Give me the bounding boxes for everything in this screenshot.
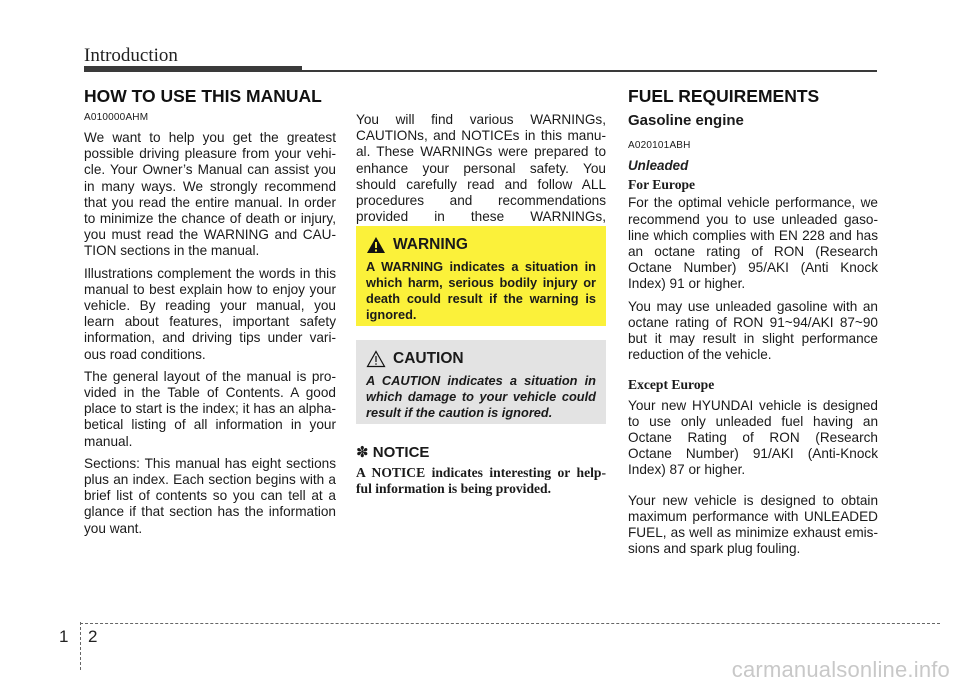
warning-title: WARNING — [393, 236, 468, 253]
notice-text: A NOTICE indicates interesting or help-ful information is being provided. — [356, 465, 606, 496]
caution-box — [356, 340, 606, 424]
paragraph: Your new HYUNDAI vehicle is designed to use only unleaded fuel having an Octane Rating of RON (Research Octane Number) 91/AKI (Anti-Knock Index) 87 or higher. — [628, 397, 878, 478]
header-bar — [84, 66, 302, 72]
section-heading-fuel-requirements: FUEL REQUIREMENTS — [628, 86, 820, 106]
warning-triangle-icon — [366, 236, 386, 254]
section-number: 1 — [59, 627, 69, 646]
header-rule — [302, 70, 877, 72]
label-except-europe: Except Europe — [628, 377, 715, 393]
right-column — [628, 112, 878, 563]
subheading-gasoline-engine: Gasoline engine — [628, 112, 744, 129]
caution-text: A CAUTION indicates a situation in which damage to your vehicle could result if the caution is ignored. — [366, 373, 596, 420]
paragraph: For the optimal vehicle performance, we recommend you to use unleaded gaso-line which complies with EN 228 and has an octane rating of RON (Research Octane Number) 95/AKI (Anti Knock Index) 91 or higher. — [628, 195, 878, 292]
subheading-unleaded: Unleaded — [628, 158, 689, 173]
page-header-title: Introduction — [84, 45, 178, 66]
paragraph: The general layout of the manual is pro-vided in the Table of Contents. A good place to start is the index; it has an alpha-betical listing of all information in your manual. — [84, 368, 336, 449]
paragraph: You may use unleaded gasoline with an octane rating of RON 91~94/AKI 87~90 but it may result in slight performance reduction of the vehicle. — [628, 298, 878, 363]
section-code: A010000AHM — [84, 112, 149, 123]
notice-section — [356, 443, 606, 497]
paragraph: Your new vehicle is designed to obtain maximum performance with UNLEADED FUEL, as well as minimize exhaust emis-sions and spark plug fouling. — [628, 492, 878, 557]
footer-vertical-divider — [80, 622, 81, 670]
paragraph: Illustrations complement the words in this manual to best explain how to enjoy your vehicle. By reading your manual, you learn about features, important safety information, and driving tips under vari-ous road conditions. — [84, 265, 336, 362]
caution-triangle-icon — [366, 350, 386, 368]
left-column — [84, 112, 336, 543]
warning-box — [356, 226, 606, 326]
warning-text: A WARNING indicates a situation in which harm, serious bodily injury or death could result if the warning is ignored. — [366, 259, 596, 322]
label-for-europe: For Europe — [628, 177, 696, 193]
paragraph: Sections: This manual has eight sections plus an index. Each section begins with a brief list of contents so you can tell at a glance if that section has the information you want. — [84, 455, 336, 536]
notice-title: ✽ NOTICE — [356, 444, 430, 461]
footer-divider — [80, 623, 940, 624]
paragraph: You will find various WARNINGs, CAUTIONs, and NOTICEs in this manu-al. These WARNINGs were prepared to enhance your personal safety. You should carefully read and follow ALL procedures and recommendations provided in these WARNINGs, — [356, 112, 606, 225]
page-number: 2 — [88, 627, 98, 646]
section-heading-how-to-use: HOW TO USE THIS MANUAL — [84, 86, 322, 106]
caution-header — [366, 350, 596, 368]
caution-title: CAUTION — [393, 350, 464, 367]
section-code: A020101ABH — [628, 140, 691, 151]
watermark: carmanualsonline.info — [731, 657, 950, 682]
paragraph: We want to help you get the greatest possible driving pleasure from your vehi-cle. Your Owner’s Manual can assist you in many ways. We strongly recommend that you read the entire manual. In order to minimize the chance of death or injury, you must read the WARNING and CAU-TION sections in the manual. — [84, 130, 336, 259]
warning-header — [366, 236, 596, 254]
